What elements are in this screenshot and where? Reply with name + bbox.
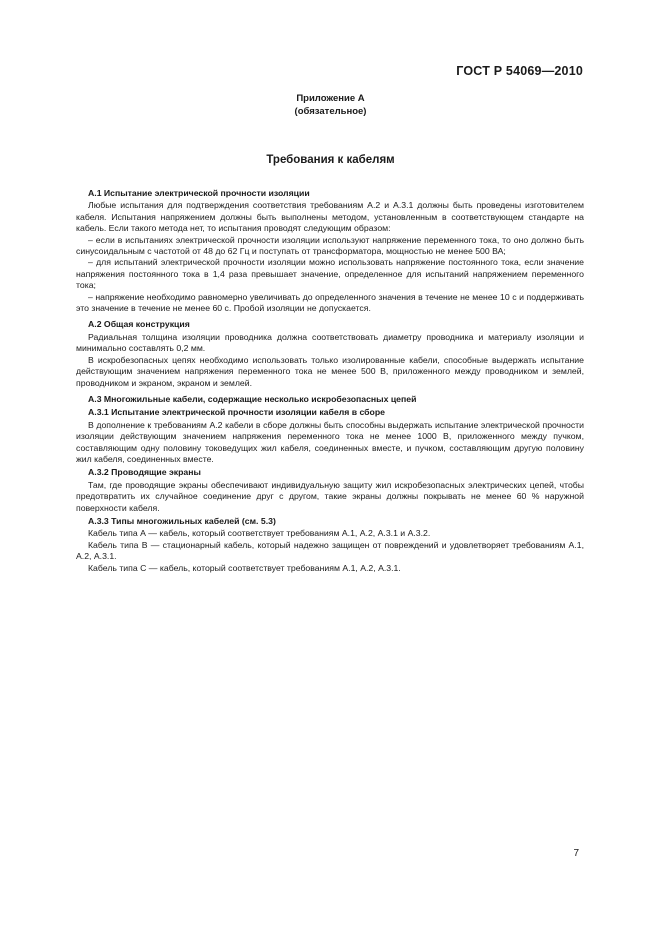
section-heading: А.1 Испытание электрической прочности изоляции [88,188,310,198]
list-item: Кабель типа А — кабель, который соответствует требованиям А.1, А.2, А.3.1 и А.3.2. [88,528,431,539]
annex-title: Приложение А [296,93,365,104]
list-item: Кабель типа В — стационарный кабель, который надежно защищен от повреждений и удовлетворяет требованиям А.1, А.2, А.3.1. [76,539,584,562]
section-heading: А.3 Многожильные кабели, содержащие несколько искробезопасных цепей [88,393,417,404]
subsection-heading: А.3.3 Типы многожильных кабелей (см. 5.3) [88,515,276,526]
standard-number: ГОСТ Р 54069—2010 [456,64,583,78]
page-number: 7 [573,848,579,859]
paragraph: Там, где проводящие экраны обеспечивают индивидуальную защиту жил искробезопасных электрических цепей, чтобы предотвратить их случайное соединение друг с другом, такие экраны должны покрывать не менее 60 % наружной поверхности кабеля. [76,479,584,513]
list-item: – для испытаний электрической прочности изоляции можно использовать напряжение постоянного тока, если значение напряжения постоянного тока в 1,4 раза превышает значение, определенное для испытаний напряжением переменного тока; [76,257,584,291]
subsection-heading: А.3.1 Испытание электрической прочности изоляции кабеля в сборе [88,407,385,418]
section-heading: А.2 Общая конструкция [88,319,190,330]
subsection-heading: А.3.2 Проводящие экраны [88,467,201,478]
paragraph: Радиальная толщина изоляции проводника должна соответствовать диаметру проводника и материалу изоляции и минимально составлять 0,2 мм. [76,331,584,354]
annex-status: (обязательное) [294,106,367,117]
paragraph: В дополнение к требованиям А.2 кабели в сборе должны быть способны выдержать испытание электрической прочности изоляции действующим значением напряжения переменного тока не менее 1000 В, приложенного между пучком, составляющим одну половину токоведущих жил кабеля, соединенных вместе, и пучком, составляющим другую половину жил кабеля, соединенных вместе. [76,419,584,464]
paragraph: Любые испытания для подтверждения соответствия требованиям А.2 и А.3.1 должны быть проведены изготовителем кабеля. Испытания напряжением должны быть выполнены методом, установленным в соответствующем стандарте на кабель. Если такого метода нет, то испытания проводят следующим образом: [76,200,584,234]
list-item: Кабель типа С — кабель, который соответствует требованиям А.1, А.2, А.3.1. [88,562,401,573]
annex-header [0,92,661,118]
document-body [76,186,584,574]
list-item: – если в испытаниях электрической прочности изоляции используют напряжение переменного тока, то оно должно быть синусоидальным с частотой от 48 до 62 Гц и поступать от трансформатора, мощностью не менее 500 ВА; [76,234,584,257]
paragraph: В искробезопасных цепях необходимо использовать только изолированные кабели, способные выдержать испытание действующим значением напряжения переменного тока не менее 500 В, приложенного между проводником и землей, проводником и экраном, экраном и землей. [76,354,584,388]
list-item: – напряжение необходимо равномерно увеличивать до определенного значения в течение не менее 10 с и поддерживать это значение в течение не менее 60 с. Пробой изоляции не допускается. [76,291,584,314]
page-title: Требования к кабелям [266,154,395,166]
